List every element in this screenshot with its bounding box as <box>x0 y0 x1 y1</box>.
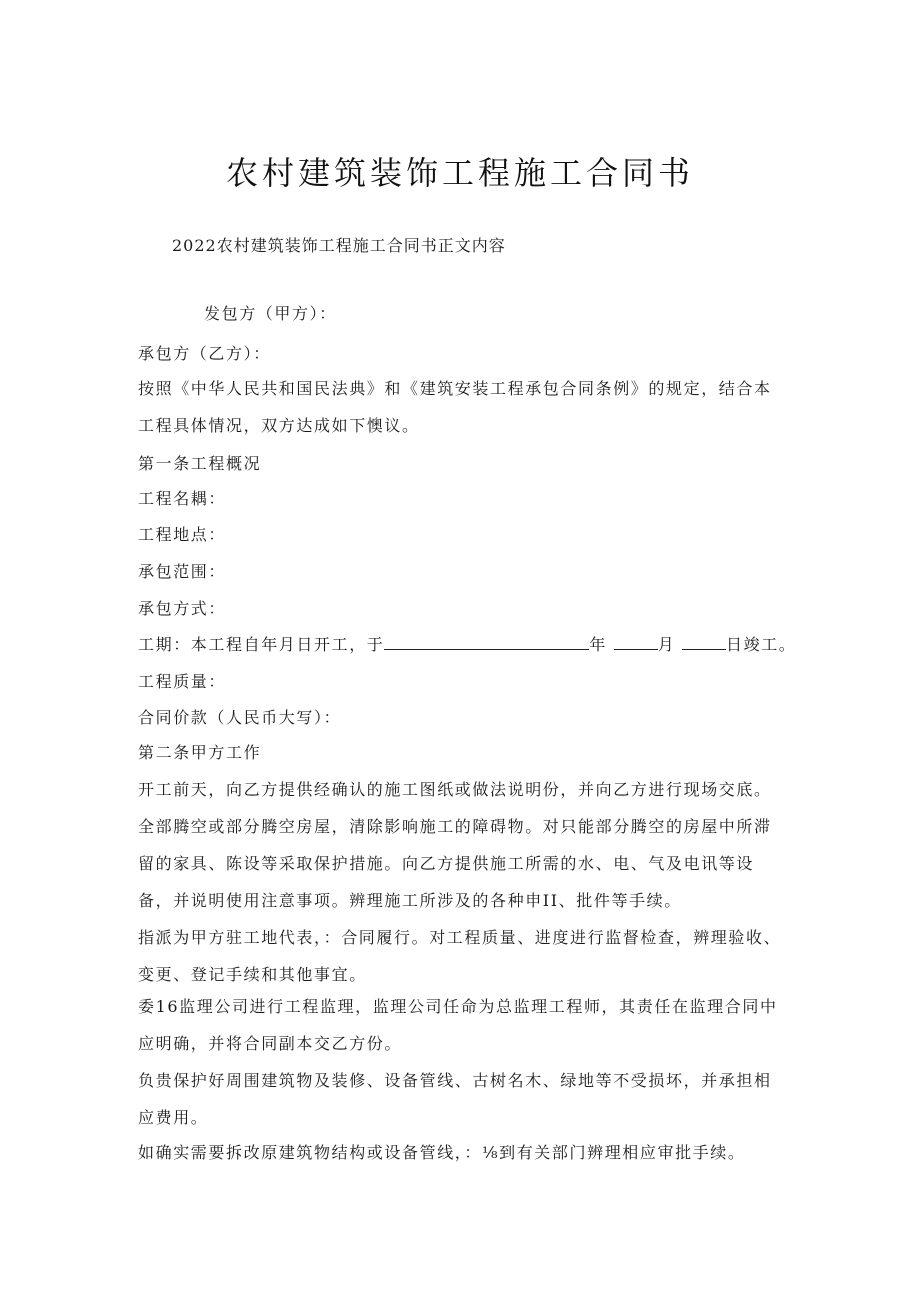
article-1-heading: 第一条工程概况 <box>138 454 262 473</box>
party-a-label: 发包方（甲方）： <box>204 304 337 323</box>
contract-method-field: 承包方式： <box>138 599 227 618</box>
duration-month-label: 月 <box>657 635 676 654</box>
project-name-field: 工程名耦： <box>138 489 227 508</box>
contract-scope-field: 承包范围： <box>138 562 227 581</box>
article-2-heading: 第二条甲方工作 <box>138 743 262 762</box>
duration-day-blank <box>682 633 726 650</box>
article-2-paragraph-1: 开工前天，向乙方提供经确认的施工图纸或做法说明份，并向乙方进行现场交底。全部腾空或部分腾空房屋，清除影响施工的障碍物。对只能部分腾空的房屋中所滞留的家具、陈设等采取保护措施。向乙方提供施工所需的水、电、气及电讯等设备，并说明使用注意事项。辨理施工所涉及的各种申II、批件等手续。 <box>138 780 772 910</box>
preamble-paragraph: 按照《中华人民共和国民法典》和《建筑安装工程承包合同条例》的规定，结合本工程具体情况，双方达成如下懊议。 <box>138 379 772 435</box>
party-b-label: 承包方（乙方）： <box>138 344 271 363</box>
article-2-paragraph-5: 如确实需要拆改原建筑物结构或设备管线，：⅛到有关部门辨理相应审批手续。 <box>138 1143 746 1162</box>
duration-line <box>138 633 798 657</box>
duration-month-blank <box>614 633 658 650</box>
article-2-paragraph-2: 指派为甲方驻工地代表，：合同履行。对工程质量、进度进行监督检查，辨理验收、变更、登记手续和其他事宜。 <box>138 928 782 984</box>
project-quality-field: 工程质量： <box>138 672 227 691</box>
duration-date-blank <box>384 633 589 650</box>
document-subtitle: 2022农村建筑装饰工程施工合同书正文内容 <box>172 236 506 255</box>
project-location-field: 工程地点： <box>138 525 227 544</box>
article-2-paragraph-3: 委16监理公司进行工程监理，监理公司任命为总监理工程师，其责任在监理合同中应明确，并将合同副本交乙方份。 <box>138 997 778 1053</box>
duration-prefix: 工期：本工程自年月日开工，于 <box>138 635 385 654</box>
duration-day-label: 日竣工。 <box>726 635 797 654</box>
contract-price-field: 合同价款（人民币大写）： <box>138 708 342 727</box>
document-title: 农村建筑装饰工程施工合同书 <box>225 154 694 192</box>
article-2-paragraph-4: 负贵保护好周围建筑物及装修、设备管线、古树名木、绿地等不受损坏，并承担相应费用。 <box>138 1071 772 1127</box>
duration-year-label: 年 <box>589 635 608 654</box>
